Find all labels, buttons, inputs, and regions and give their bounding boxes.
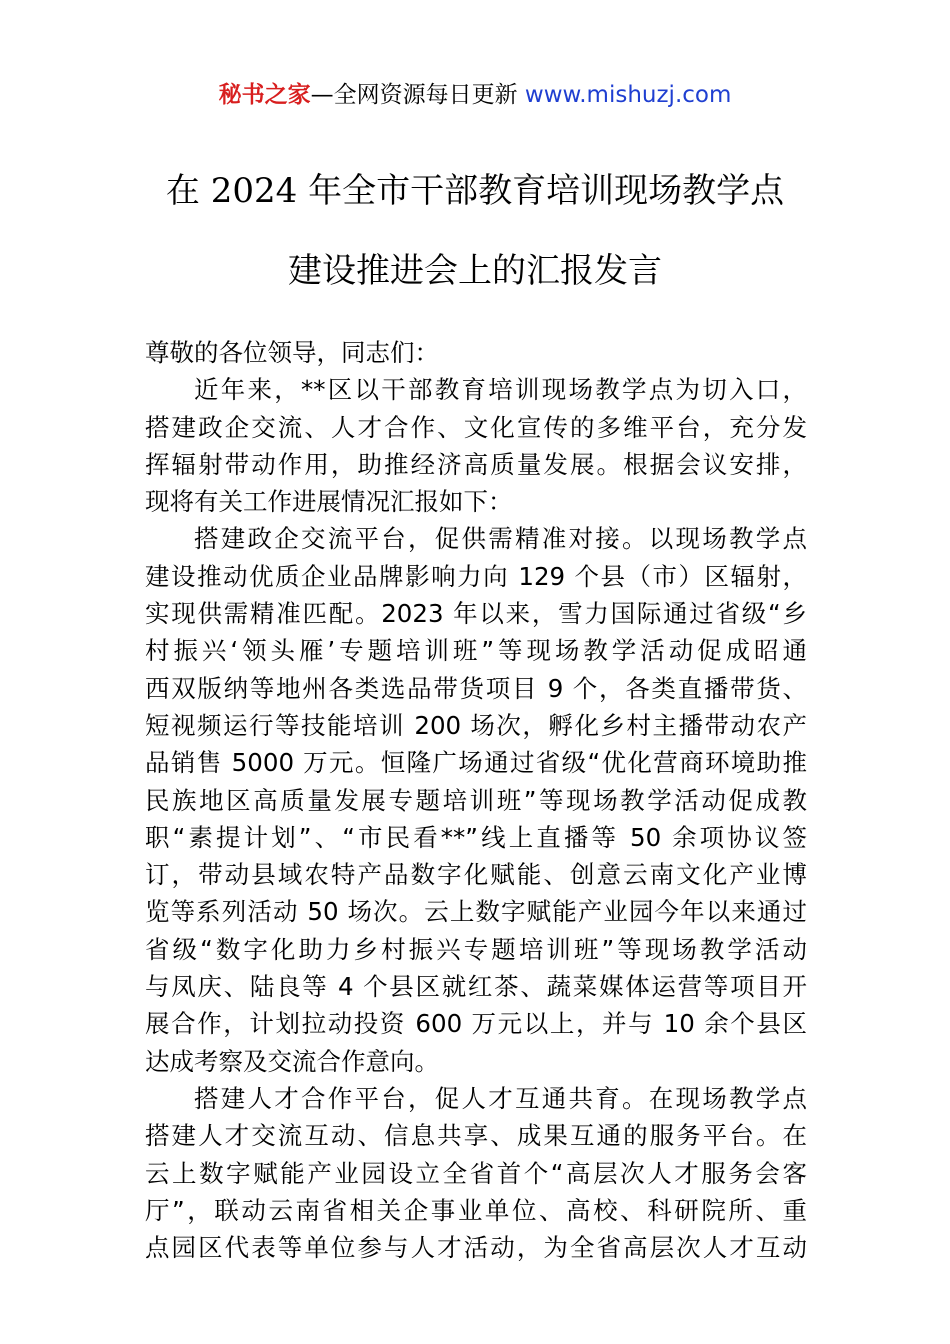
body-line: 西双版纳等地州各类选品带货项目 9 个，各类直播带货、	[145, 673, 807, 703]
body-line: 村振兴‘领头雁’专题培训班”等现场教学活动促成昭通	[145, 636, 807, 666]
body-line: 搭建人才交流互动、信息共享、成果互通的服务平台。在	[145, 1121, 807, 1151]
body-line: 搭建政企交流平台，促供需精准对接。以现场教学点	[194, 524, 807, 554]
body-line: 近年来，**区以干部教育培训现场教学点为切入口，	[194, 375, 807, 405]
body-line: 品销售 5000 万元。恒隆广场通过省级“优化营商环境助推	[145, 748, 807, 778]
body-line: 与凤庆、陆良等 4 个县区就红茶、蔬菜媒体运营等项目开	[145, 972, 807, 1002]
body-line: 短视频运行等技能培训 200 场次，孵化乡村主播带动农产	[145, 710, 807, 740]
body-line: 厅”，联动云南省相关企事业单位、高校、科研院所、重	[145, 1195, 807, 1225]
site-header	[0, 78, 950, 112]
title-line-1: 在 2024 年全市干部教育培训现场教学点	[165, 171, 785, 211]
body-line: 民族地区高质量发展专题培训班”等现场教学活动促成教	[145, 785, 807, 815]
body-line: 云上数字赋能产业园设立全省首个“高层次人才服务会客	[145, 1158, 807, 1188]
body-line: 建设推动优质企业品牌影响力向 129 个县（市）区辐射，	[145, 561, 807, 591]
body-line: 达成考察及交流合作意向。	[145, 1046, 439, 1076]
body-line: 搭建政企交流、人才合作、文化宣传的多维平台，充分发	[145, 412, 807, 442]
body-line: 挥辐射带动作用，助推经济高质量发展。根据会议安排，	[145, 449, 807, 479]
body-line: 搭建人才合作平台，促人才互通共育。在现场教学点	[194, 1083, 807, 1113]
body-line: 现将有关工作进展情况汇报如下：	[145, 487, 513, 517]
header-tagline: —全网资源每日更新	[310, 82, 525, 108]
body-line: 展合作，计划拉动投资 600 万元以上，并与 10 余个县区	[145, 1009, 807, 1039]
site-url-link[interactable]: www.mishuzj.com	[524, 82, 732, 108]
brand-name: 秘书之家	[218, 82, 311, 108]
body-line: 订，带动县域农特产品数字化赋能、创意云南文化产业博	[145, 860, 807, 890]
document-title	[0, 172, 950, 291]
title-line-2: 建设推进会上的汇报发言	[288, 251, 662, 291]
salutation-line: 尊敬的各位领导，同志们：	[145, 338, 439, 367]
body-line: 实现供需精准匹配。2023 年以来，雪力国际通过省级“乡	[145, 599, 807, 629]
body-line: 职“素提计划”、“市民看**”线上直播等 50 余项协议签	[145, 822, 807, 852]
document-body	[145, 334, 807, 1266]
body-line: 省级“数字化助力乡村振兴专题培训班”等现场教学活动	[145, 934, 807, 964]
body-line: 览等系列活动 50 场次。云上数字赋能产业园今年以来通过	[145, 897, 807, 927]
body-line: 点园区代表等单位参与人才活动，为全省高层次人才互动	[145, 1233, 807, 1263]
